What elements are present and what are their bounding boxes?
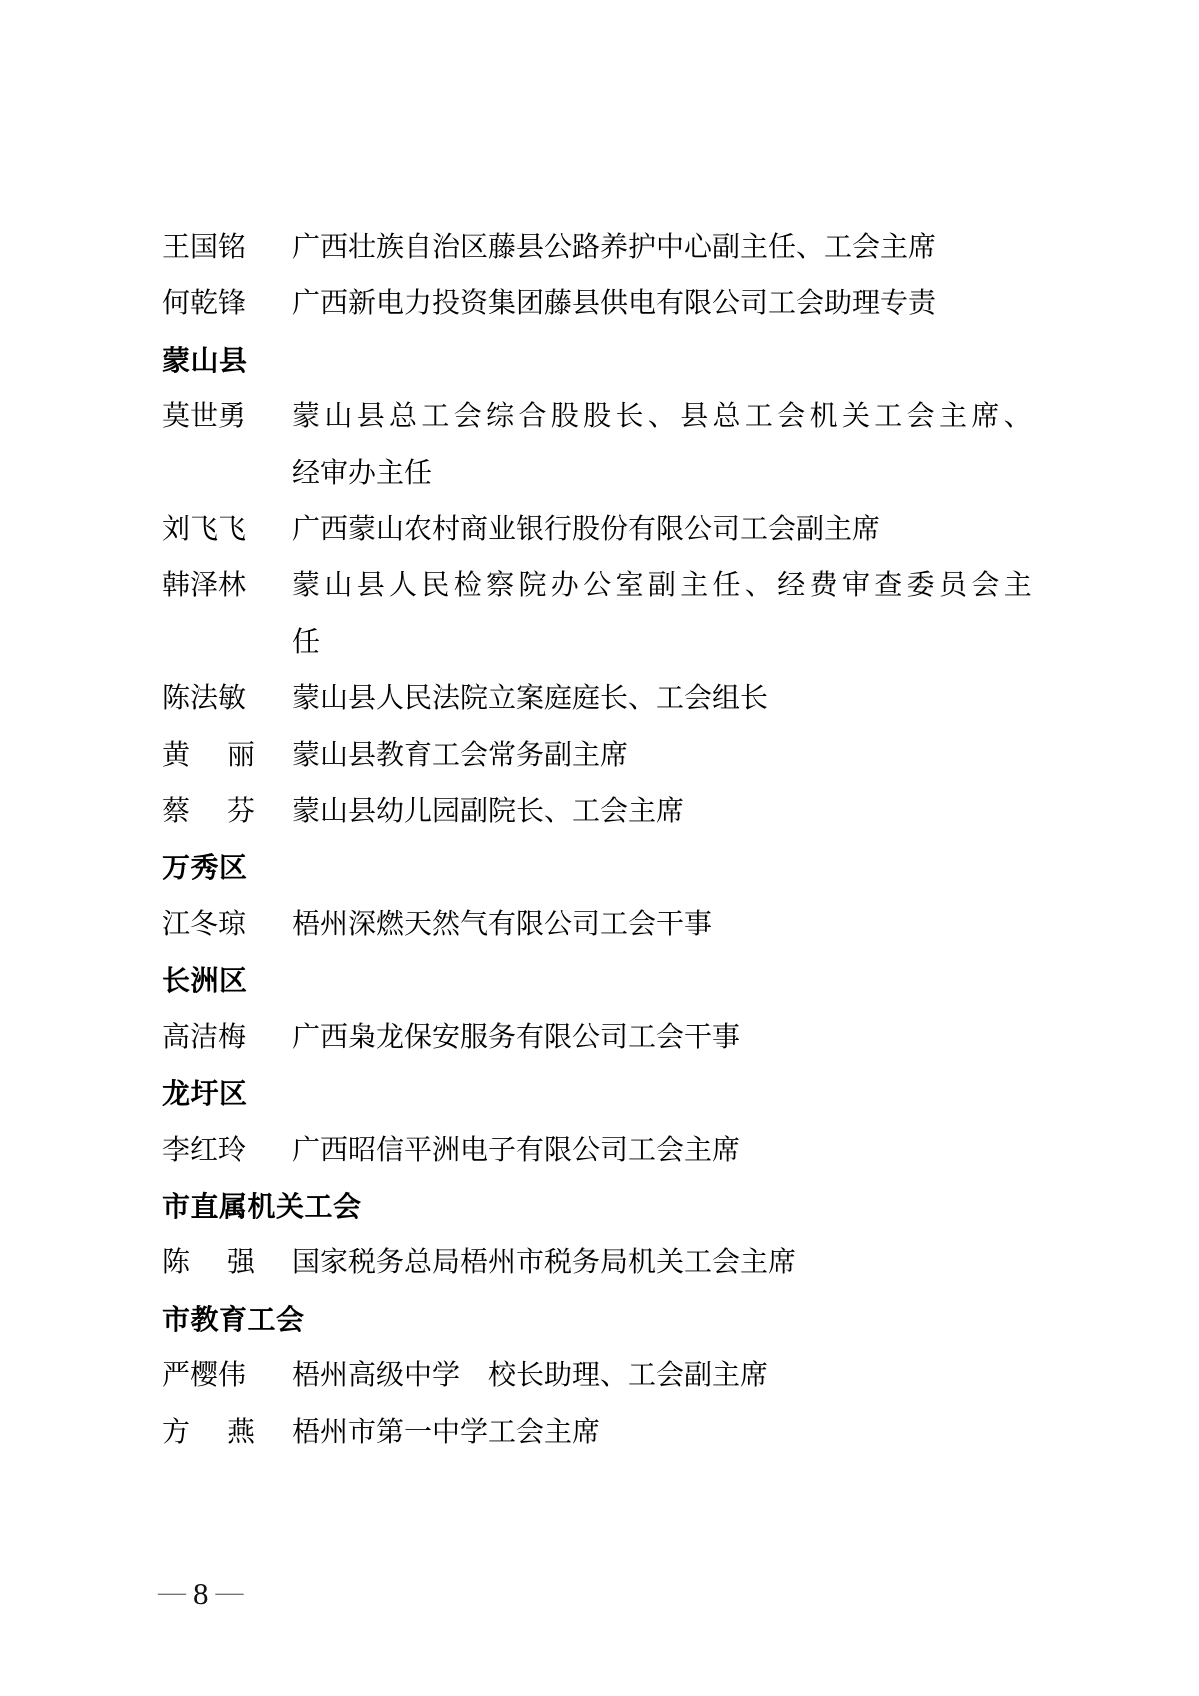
person-name: 何乾锋 bbox=[162, 288, 247, 320]
person-position bbox=[292, 1405, 1046, 1461]
position-line: 蒙山县总工会综合股股长、县总工会机关工会主席、 bbox=[292, 401, 1037, 433]
person-name: 严樱伟 bbox=[162, 1360, 247, 1392]
person-name: 莫世勇 bbox=[162, 401, 247, 433]
position-line: 广西壮族自治区藤县公路养护中心副主任、工会主席 bbox=[292, 232, 937, 263]
person-name: 王国铭 bbox=[162, 232, 247, 263]
person-position bbox=[292, 1123, 1046, 1179]
page-footer bbox=[158, 1570, 244, 1616]
position-line: 广西昭信平洲电子有限公司工会主席 bbox=[292, 1134, 741, 1166]
position-line: 梧州高级中学 校长助理、工会副主席 bbox=[292, 1360, 769, 1392]
person-name bbox=[162, 784, 255, 840]
entry-row bbox=[0, 784, 1199, 840]
entry-row bbox=[0, 1010, 1199, 1066]
section-header: 市教育工会 bbox=[162, 1303, 305, 1335]
person-position bbox=[292, 502, 1046, 558]
entry-row bbox=[0, 728, 1199, 784]
position-line: 经审办主任 bbox=[292, 457, 433, 489]
entry-row bbox=[0, 671, 1199, 727]
entry-row bbox=[0, 1123, 1199, 1179]
person-name: 江冬琼 bbox=[162, 908, 247, 940]
person-name: 李红玲 bbox=[162, 1134, 247, 1166]
person-name: 韩泽林 bbox=[162, 570, 247, 602]
position-line: 任 bbox=[292, 626, 321, 658]
position-line: 蒙山县人民检察院办公室副主任、经费审查委员会主 bbox=[292, 570, 1037, 602]
person-position bbox=[292, 784, 1046, 840]
rows bbox=[0, 220, 1199, 1461]
section-header: 长洲区 bbox=[162, 965, 248, 997]
person-name bbox=[162, 728, 255, 784]
person-position bbox=[292, 1010, 1046, 1066]
position-line: 梧州深燃天然气有限公司工会干事 bbox=[292, 908, 713, 940]
person-name-char: 强 bbox=[226, 1247, 255, 1279]
position-line: 蒙山县人民法院立案庭庭长、工会组长 bbox=[292, 683, 769, 715]
entry-row bbox=[0, 558, 1199, 671]
person-name-char: 丽 bbox=[226, 739, 255, 771]
position-line: 国家税务总局梧州市税务局机关工会主席 bbox=[292, 1247, 797, 1279]
entry-row bbox=[0, 1405, 1199, 1461]
footer-dash-right: — bbox=[215, 1577, 244, 1608]
entry-row bbox=[0, 1235, 1199, 1291]
position-line: 梧州市第一中学工会主席 bbox=[292, 1416, 601, 1448]
section-header: 市直属机关工会 bbox=[162, 1190, 362, 1222]
person-name-char: 黄 bbox=[162, 739, 191, 771]
person-position bbox=[292, 558, 1046, 671]
entry-row bbox=[0, 276, 1199, 332]
section-header: 蒙山县 bbox=[162, 344, 248, 376]
person-name: 刘飞飞 bbox=[162, 514, 247, 546]
person-position bbox=[292, 728, 1046, 784]
entry-row bbox=[0, 502, 1199, 558]
section-header: 万秀区 bbox=[162, 852, 248, 884]
person-position bbox=[292, 671, 1046, 727]
person-name-char: 燕 bbox=[226, 1416, 255, 1448]
person-name bbox=[162, 1235, 255, 1291]
entry-row bbox=[0, 220, 1199, 276]
position-line: 广西蒙山农村商业银行股份有限公司工会副主席 bbox=[292, 514, 881, 546]
entry-row bbox=[0, 897, 1199, 953]
person-name: 陈法敏 bbox=[162, 683, 247, 715]
position-line: 广西新电力投资集团藤县供电有限公司工会助理专责 bbox=[292, 288, 937, 320]
person-name bbox=[162, 1405, 255, 1461]
footer-dash-left: — bbox=[158, 1577, 186, 1608]
person-name: 高洁梅 bbox=[162, 1021, 247, 1053]
entry-row bbox=[0, 389, 1199, 502]
person-position bbox=[292, 1235, 1046, 1291]
entry-row bbox=[0, 1348, 1199, 1404]
person-name-char: 方 bbox=[162, 1416, 191, 1448]
person-name-char: 芬 bbox=[226, 796, 255, 828]
person-position bbox=[292, 897, 1046, 953]
section-header: 龙圩区 bbox=[162, 1078, 248, 1110]
position-line: 广西枭龙保安服务有限公司工会干事 bbox=[292, 1021, 741, 1053]
person-name-char: 陈 bbox=[162, 1247, 191, 1279]
position-line: 蒙山县幼儿园副院长、工会主席 bbox=[292, 796, 685, 828]
person-name-char: 蔡 bbox=[162, 796, 191, 828]
person-position bbox=[292, 220, 1046, 276]
page-number: 8 bbox=[193, 1575, 209, 1611]
person-position bbox=[292, 389, 1046, 502]
position-line: 蒙山县教育工会常务副主席 bbox=[292, 739, 629, 771]
person-position bbox=[292, 276, 1046, 332]
person-position bbox=[292, 1348, 1046, 1404]
